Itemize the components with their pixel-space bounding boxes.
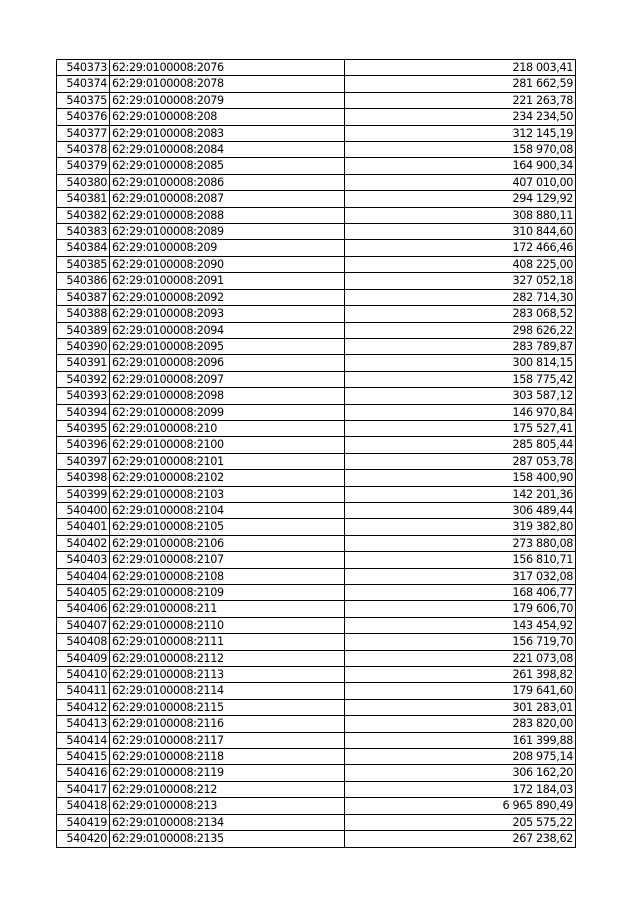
cadastral-value-cell: 294 129,92	[345, 191, 576, 207]
cadastral-number-cell: 62:29:0100008:2097	[110, 371, 345, 387]
cadastral-value-cell: 310 844,60	[345, 224, 576, 240]
row-number-cell: 540413	[57, 716, 110, 732]
table-row	[57, 437, 576, 453]
cadastral-number-cell: 62:29:0100008:2107	[110, 552, 345, 568]
row-number-cell: 540383	[57, 224, 110, 240]
table-row	[57, 191, 576, 207]
cadastral-number-cell: 62:29:0100008:2090	[110, 256, 345, 272]
row-number-cell: 540404	[57, 568, 110, 584]
cadastral-value-cell: 142 201,36	[345, 486, 576, 502]
cadastral-number-cell: 62:29:0100008:2112	[110, 650, 345, 666]
cadastral-number-cell: 62:29:0100008:2095	[110, 338, 345, 354]
cadastral-value-cell: 327 052,18	[345, 273, 576, 289]
cadastral-number-cell: 62:29:0100008:208	[110, 109, 345, 125]
row-number-cell: 540405	[57, 585, 110, 601]
table-row	[57, 568, 576, 584]
cadastral-value-cell: 143 454,92	[345, 617, 576, 633]
table-row	[57, 76, 576, 92]
cadastral-value-cell: 172 184,03	[345, 781, 576, 797]
cadastral-value-cell: 179 606,70	[345, 601, 576, 617]
cadastral-number-cell: 62:29:0100008:2078	[110, 76, 345, 92]
row-number-cell: 540381	[57, 191, 110, 207]
cadastral-number-cell: 62:29:0100008:209	[110, 240, 345, 256]
cadastral-value-cell: 283 820,00	[345, 716, 576, 732]
cadastral-number-cell: 62:29:0100008:2088	[110, 207, 345, 223]
table-row	[57, 289, 576, 305]
row-number-cell: 540375	[57, 92, 110, 108]
cadastral-number-cell: 62:29:0100008:2111	[110, 634, 345, 650]
table-row	[57, 667, 576, 683]
row-number-cell: 540388	[57, 306, 110, 322]
row-number-cell: 540411	[57, 683, 110, 699]
cadastral-number-cell: 62:29:0100008:2083	[110, 125, 345, 141]
row-number-cell: 540409	[57, 650, 110, 666]
cadastral-number-cell: 62:29:0100008:2115	[110, 699, 345, 715]
table-row	[57, 404, 576, 420]
table-row	[57, 749, 576, 765]
row-number-cell: 540410	[57, 667, 110, 683]
cadastral-number-cell: 62:29:0100008:2101	[110, 453, 345, 469]
table-row	[57, 585, 576, 601]
table-row	[57, 388, 576, 404]
table-row	[57, 158, 576, 174]
cadastral-number-cell: 62:29:0100008:2104	[110, 502, 345, 518]
row-number-cell: 540416	[57, 765, 110, 781]
cadastral-number-cell: 62:29:0100008:2109	[110, 585, 345, 601]
table-row	[57, 781, 576, 797]
table-body	[57, 60, 576, 848]
table-row	[57, 601, 576, 617]
row-number-cell: 540390	[57, 338, 110, 354]
row-number-cell: 540417	[57, 781, 110, 797]
table-row	[57, 765, 576, 781]
table-row	[57, 716, 576, 732]
row-number-cell: 540384	[57, 240, 110, 256]
cadastral-number-cell: 62:29:0100008:2084	[110, 142, 345, 158]
cadastral-number-cell: 62:29:0100008:211	[110, 601, 345, 617]
cadastral-number-cell: 62:29:0100008:2089	[110, 224, 345, 240]
cadastral-number-cell: 62:29:0100008:2108	[110, 568, 345, 584]
table-row	[57, 650, 576, 666]
cadastral-value-cell: 267 238,62	[345, 831, 576, 847]
row-number-cell: 540412	[57, 699, 110, 715]
cadastral-value-cell: 164 900,34	[345, 158, 576, 174]
cadastral-number-cell: 62:29:0100008:2079	[110, 92, 345, 108]
cadastral-value-cell: 298 626,22	[345, 322, 576, 338]
row-number-cell: 540373	[57, 60, 110, 76]
table-row	[57, 519, 576, 535]
cadastral-value-cell: 273 880,08	[345, 535, 576, 551]
cadastral-value-cell: 221 073,08	[345, 650, 576, 666]
cadastral-value-cell: 146 970,84	[345, 404, 576, 420]
row-number-cell: 540385	[57, 256, 110, 272]
cadastral-value-cell: 281 662,59	[345, 76, 576, 92]
cadastral-number-cell: 62:29:0100008:2119	[110, 765, 345, 781]
cadastral-value-cell: 301 283,01	[345, 699, 576, 715]
row-number-cell: 540395	[57, 420, 110, 436]
cadastral-value-cell: 158 970,08	[345, 142, 576, 158]
cadastral-value-cell: 221 263,78	[345, 92, 576, 108]
table-row	[57, 125, 576, 141]
cadastral-value-cell: 312 145,19	[345, 125, 576, 141]
cadastral-value-cell: 317 032,08	[345, 568, 576, 584]
cadastral-value-cell: 283 789,87	[345, 338, 576, 354]
row-number-cell: 540387	[57, 289, 110, 305]
cadastral-value-cell: 168 406,77	[345, 585, 576, 601]
cadastral-value-cell: 6 965 890,49	[345, 798, 576, 814]
cadastral-value-cell: 283 068,52	[345, 306, 576, 322]
cadastral-value-cell: 300 814,15	[345, 355, 576, 371]
cadastral-number-cell: 62:29:0100008:212	[110, 781, 345, 797]
cadastral-value-cell: 234 234,50	[345, 109, 576, 125]
table-row	[57, 338, 576, 354]
table-row	[57, 732, 576, 748]
table-row	[57, 142, 576, 158]
table-row	[57, 371, 576, 387]
cadastral-number-cell: 62:29:0100008:2116	[110, 716, 345, 732]
table-row	[57, 92, 576, 108]
table-row	[57, 552, 576, 568]
cadastral-value-cell: 158 400,90	[345, 470, 576, 486]
cadastral-value-cell: 218 003,41	[345, 60, 576, 76]
table-row	[57, 240, 576, 256]
table-row	[57, 174, 576, 190]
cadastral-value-cell: 306 162,20	[345, 765, 576, 781]
cadastral-value-cell: 287 053,78	[345, 453, 576, 469]
row-number-cell: 540407	[57, 617, 110, 633]
table-row	[57, 420, 576, 436]
cadastral-value-cell: 161 399,88	[345, 732, 576, 748]
cadastral-number-cell: 62:29:0100008:2099	[110, 404, 345, 420]
cadastral-number-cell: 62:29:0100008:2113	[110, 667, 345, 683]
row-number-cell: 540399	[57, 486, 110, 502]
table-row	[57, 60, 576, 76]
row-number-cell: 540396	[57, 437, 110, 453]
cadastral-number-cell: 62:29:0100008:2091	[110, 273, 345, 289]
cadastral-value-cell: 407 010,00	[345, 174, 576, 190]
row-number-cell: 540400	[57, 502, 110, 518]
row-number-cell: 540408	[57, 634, 110, 650]
cadastral-number-cell: 62:29:0100008:213	[110, 798, 345, 814]
cadastral-value-cell: 156 719,70	[345, 634, 576, 650]
row-number-cell: 540379	[57, 158, 110, 174]
table-row	[57, 322, 576, 338]
cadastral-value-cell: 408 225,00	[345, 256, 576, 272]
cadastral-number-cell: 62:29:0100008:2093	[110, 306, 345, 322]
cadastral-value-cell: 282 714,30	[345, 289, 576, 305]
row-number-cell: 540374	[57, 76, 110, 92]
cadastral-value-cell: 303 587,12	[345, 388, 576, 404]
document-page	[56, 59, 576, 848]
cadastral-number-cell: 62:29:0100008:2076	[110, 60, 345, 76]
cadastral-number-cell: 62:29:0100008:2106	[110, 535, 345, 551]
cadastral-value-cell: 319 382,80	[345, 519, 576, 535]
table-row	[57, 617, 576, 633]
row-number-cell: 540397	[57, 453, 110, 469]
table-row	[57, 256, 576, 272]
table-row	[57, 207, 576, 223]
cadastral-value-cell: 205 575,22	[345, 814, 576, 830]
cadastral-value-cell: 261 398,82	[345, 667, 576, 683]
row-number-cell: 540402	[57, 535, 110, 551]
cadastral-number-cell: 62:29:0100008:2114	[110, 683, 345, 699]
cadastral-number-cell: 62:29:0100008:2085	[110, 158, 345, 174]
cadastral-value-cell: 172 466,46	[345, 240, 576, 256]
cadastral-number-cell: 62:29:0100008:2102	[110, 470, 345, 486]
cadastral-value-cell: 285 805,44	[345, 437, 576, 453]
cadastral-number-cell: 62:29:0100008:2110	[110, 617, 345, 633]
table-row	[57, 224, 576, 240]
cadastral-number-cell: 62:29:0100008:2100	[110, 437, 345, 453]
table-row	[57, 535, 576, 551]
table-row	[57, 355, 576, 371]
cadastral-number-cell: 62:29:0100008:2105	[110, 519, 345, 535]
row-number-cell: 540420	[57, 831, 110, 847]
table-row	[57, 683, 576, 699]
cadastral-value-cell: 308 880,11	[345, 207, 576, 223]
row-number-cell: 540393	[57, 388, 110, 404]
table-row	[57, 486, 576, 502]
cadastral-value-cell: 179 641,60	[345, 683, 576, 699]
row-number-cell: 540382	[57, 207, 110, 223]
cadastral-number-cell: 62:29:0100008:2117	[110, 732, 345, 748]
row-number-cell: 540378	[57, 142, 110, 158]
row-number-cell: 540386	[57, 273, 110, 289]
table-row	[57, 634, 576, 650]
cadastral-number-cell: 62:29:0100008:2094	[110, 322, 345, 338]
table-row	[57, 109, 576, 125]
row-number-cell: 540376	[57, 109, 110, 125]
row-number-cell: 540392	[57, 371, 110, 387]
row-number-cell: 540403	[57, 552, 110, 568]
cadastral-number-cell: 62:29:0100008:2098	[110, 388, 345, 404]
row-number-cell: 540391	[57, 355, 110, 371]
cadastral-value-cell: 156 810,71	[345, 552, 576, 568]
row-number-cell: 540418	[57, 798, 110, 814]
row-number-cell: 540419	[57, 814, 110, 830]
cadastral-value-cell: 306 489,44	[345, 502, 576, 518]
table-row	[57, 306, 576, 322]
cadastral-number-cell: 62:29:0100008:2103	[110, 486, 345, 502]
table-row	[57, 831, 576, 847]
cadastral-value-cell: 175 527,41	[345, 420, 576, 436]
row-number-cell: 540389	[57, 322, 110, 338]
row-number-cell: 540401	[57, 519, 110, 535]
cadastral-number-cell: 62:29:0100008:2086	[110, 174, 345, 190]
table-row	[57, 453, 576, 469]
table-row	[57, 814, 576, 830]
row-number-cell: 540414	[57, 732, 110, 748]
cadastral-number-cell: 62:29:0100008:2118	[110, 749, 345, 765]
table-row	[57, 699, 576, 715]
row-number-cell: 540398	[57, 470, 110, 486]
row-number-cell: 540394	[57, 404, 110, 420]
row-number-cell: 540406	[57, 601, 110, 617]
cadastral-number-cell: 62:29:0100008:2096	[110, 355, 345, 371]
cadastral-number-cell: 62:29:0100008:210	[110, 420, 345, 436]
cadastral-number-cell: 62:29:0100008:2087	[110, 191, 345, 207]
row-number-cell: 540380	[57, 174, 110, 190]
cadastral-number-cell: 62:29:0100008:2135	[110, 831, 345, 847]
cadastral-value-cell: 208 975,14	[345, 749, 576, 765]
cadastral-value-table	[56, 59, 576, 848]
table-row	[57, 502, 576, 518]
cadastral-number-cell: 62:29:0100008:2092	[110, 289, 345, 305]
table-row	[57, 470, 576, 486]
cadastral-number-cell: 62:29:0100008:2134	[110, 814, 345, 830]
row-number-cell: 540415	[57, 749, 110, 765]
row-number-cell: 540377	[57, 125, 110, 141]
cadastral-value-cell: 158 775,42	[345, 371, 576, 387]
table-row	[57, 798, 576, 814]
table-row	[57, 273, 576, 289]
